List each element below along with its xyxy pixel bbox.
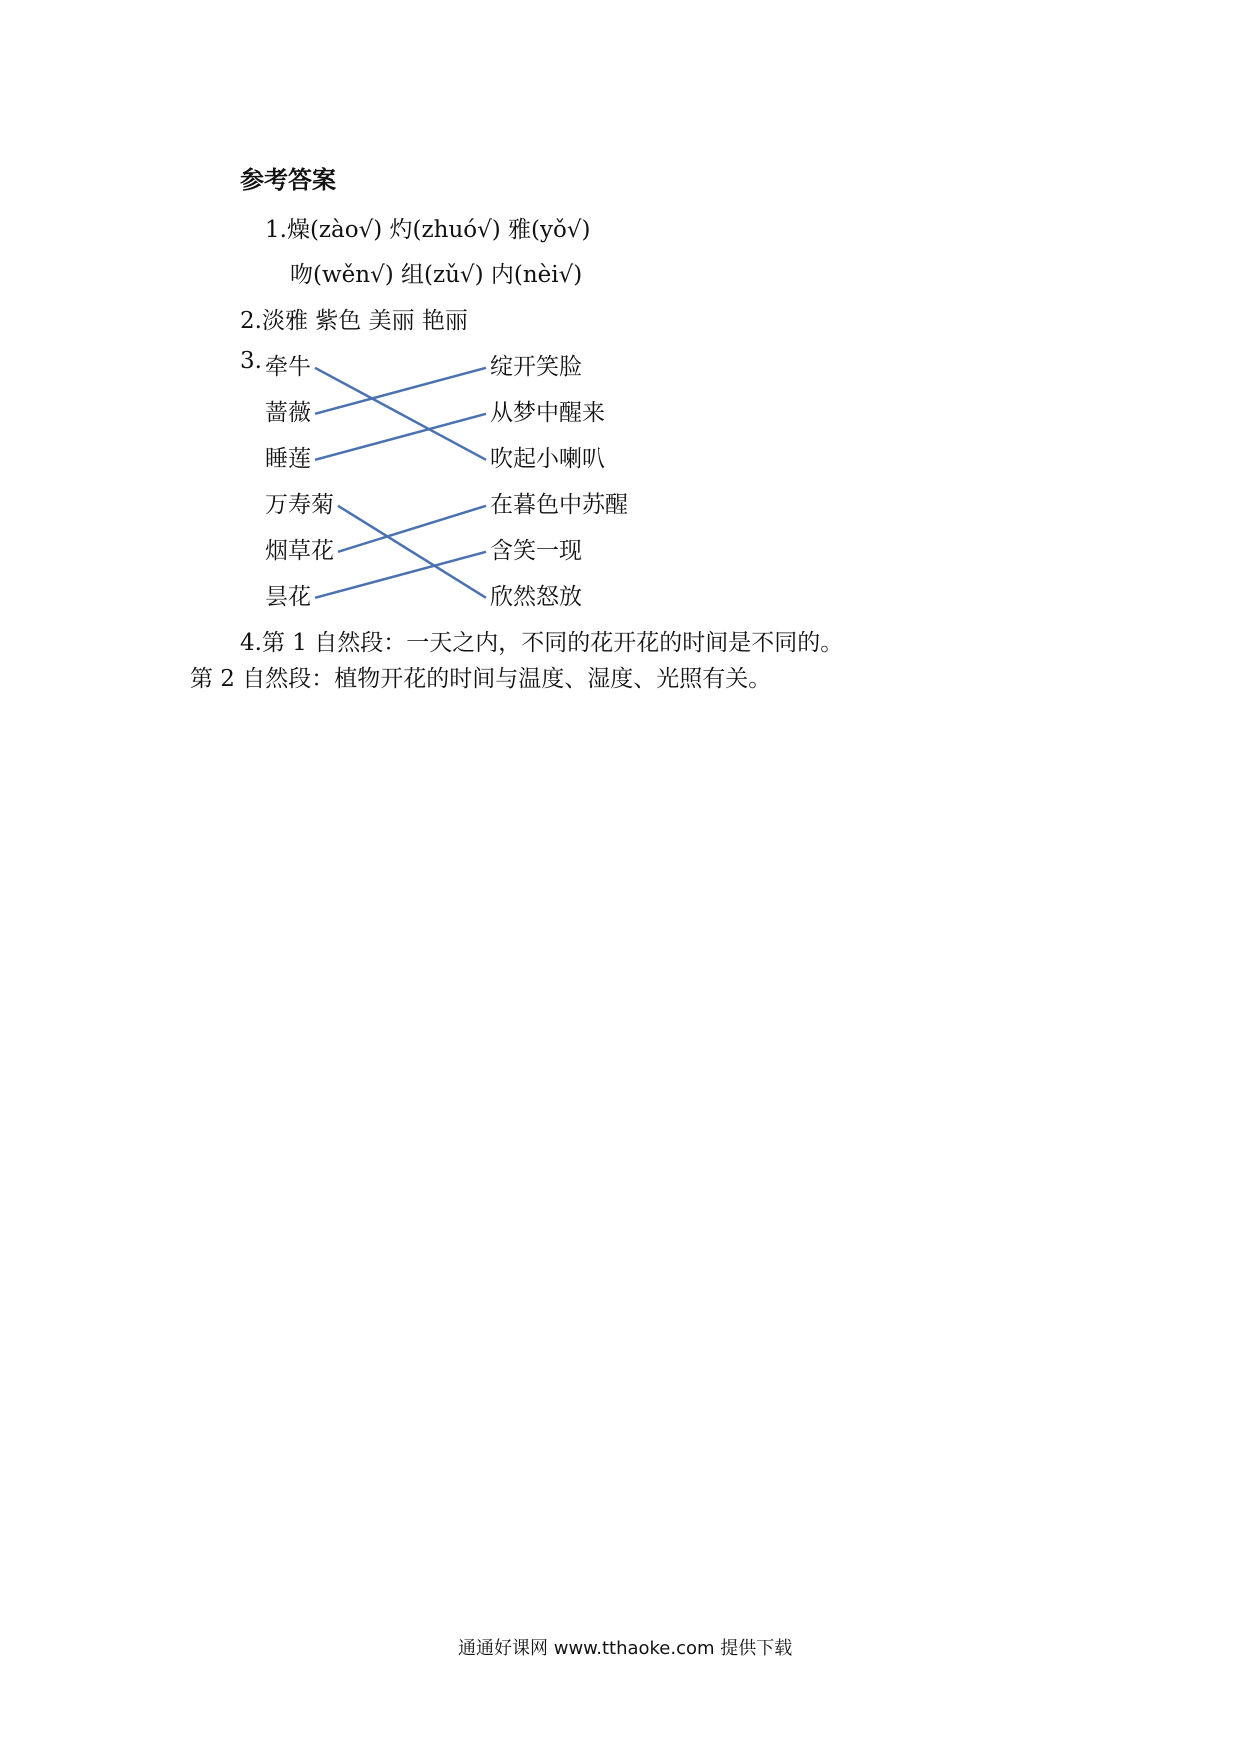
match-line-6 <box>315 552 486 598</box>
q4-line-2: 第 2 自然段：植物开花的时间与温度、湿度、光照有关。 <box>190 666 772 692</box>
q3-left-item-6: 昙花 <box>265 584 311 610</box>
q3-left-item-2: 蔷薇 <box>265 400 311 426</box>
match-line-3 <box>315 414 486 460</box>
match-line-1 <box>315 368 486 460</box>
match-line-4 <box>338 506 486 598</box>
q3-right-item-6: 欣然怒放 <box>490 584 582 610</box>
q3-left-item-4: 万寿菊 <box>265 492 334 518</box>
match-line-2 <box>315 368 486 414</box>
q3-right-item-1: 绽开笑脸 <box>490 354 582 380</box>
q3-left-item-1: 牵牛 <box>265 354 311 380</box>
q3-left-item-3: 睡莲 <box>265 446 311 472</box>
q1-line-1: 1.燥(zào√) 灼(zhuó√) 雅(yǒ√) <box>265 217 591 243</box>
q3-number: 3. <box>240 348 262 374</box>
q4-line-1: 4.第 1 自然段：一天之内，不同的花开花的时间是不同的。 <box>240 630 844 656</box>
q2-answer: 2.淡雅 紫色 美丽 艳丽 <box>240 308 468 334</box>
q1-line-2: 吻(wěn√) 组(zǔ√) 内(nèi√) <box>290 262 583 288</box>
q3-right-item-4: 在暮色中苏醒 <box>490 492 628 518</box>
q3-right-item-3: 吹起小喇叭 <box>490 446 605 472</box>
q3-right-item-5: 含笑一现 <box>490 538 582 564</box>
page-title: 参考答案 <box>240 166 336 194</box>
q3-left-item-5: 烟草花 <box>265 538 334 564</box>
footer-text: 通通好课网 www.tthaoke.com 提供下载 <box>458 1638 793 1659</box>
match-line-5 <box>338 506 486 552</box>
q3-right-item-2: 从梦中醒来 <box>490 400 605 426</box>
